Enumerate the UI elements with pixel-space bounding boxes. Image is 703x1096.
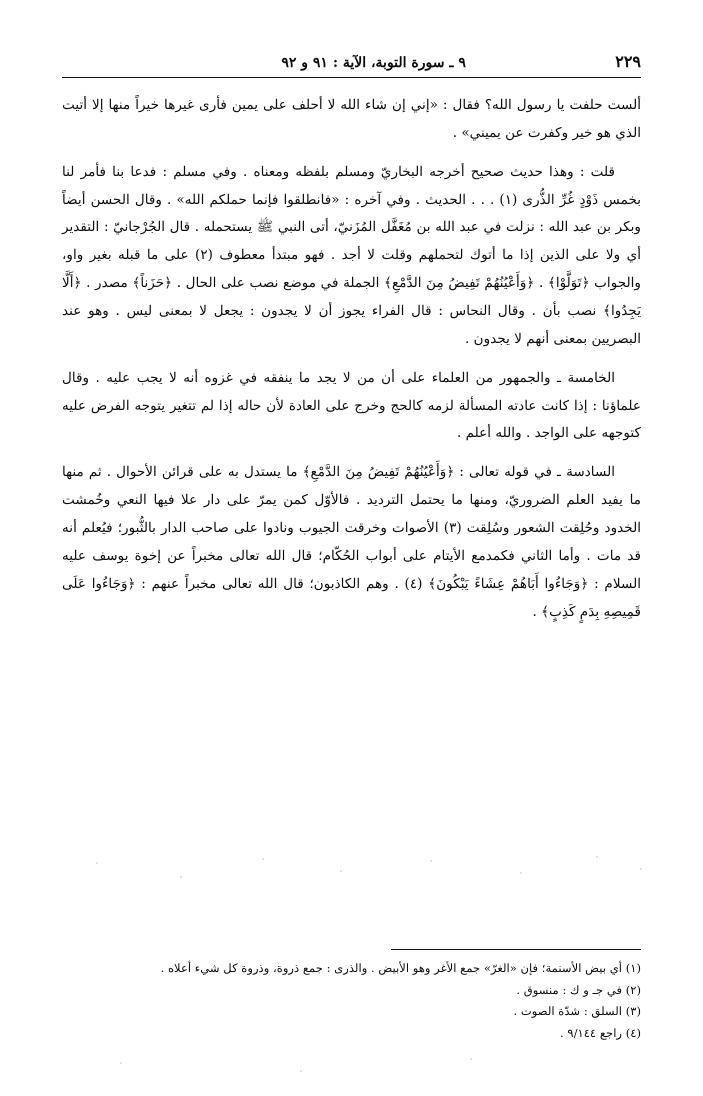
paragraph-al-khamisa: الخامسة ـ والجمهور من العلماء على أن من لا يجد ما ينفقه في غزوه أنه لا يجب عليه . وقال علماؤنا : إذا كانت عادته المسألة لزمه كالحج وخرج على العادة لأن حاله إذا لم تتغير يتوجه الفرض عليه كتوجهه على الواجد . والله أعلم . <box>62 369 641 442</box>
footnote-3-text: (٣) السلق : شدّة الصوت . <box>513 1004 641 1019</box>
footnote-3 <box>62 1001 641 1022</box>
footnote-2 <box>62 980 641 1001</box>
paragraph-gap <box>62 150 641 159</box>
paragraph-continuation: ألست حلفت يا رسول الله؟ فقال : «إني إن شاء الله لا أحلف على يمين فأرى غيرها خيراً منها إلا أتيت الذي هو خير وكفرت عن يميني» . <box>62 97 641 141</box>
footnotes-section <box>62 949 641 1044</box>
footnote-divider <box>391 949 641 950</box>
header-divider <box>62 77 641 78</box>
page-body <box>62 92 641 626</box>
paragraph-qultu: قلت : وهذا حديث صحيح أخرجه البخاريّ ومسلم بلفظه ومعناه . وفي مسلم : فدعا بنا فأمر لنا بخمس ذَوْدٍ غُرِّ الذُّرى (١) . . . الحديث . وفي آخره : «فانطلقوا فإنما حملكم الله» . وقال الحسن أيضاً وبكر بن عبد الله : نزلت في عبد الله بن مُغَفَّل المُزَنيّ، أتى النبي ﷺ يستحمله . قال الجُرْجانيّ : التقدير أي ولا على الذين إذا ما أتوك لتحملهم وقلت لا أجد . فهو مبتدأ معطوف (٢) على ما قبله بغير واو، والجواب ﴿تَوَلَّوْا﴾ . ﴿وَأَعْيُنُهُمْ تَفِيضُ مِنَ الدَّمْعِ﴾ الجملة في موضع نصب على الحال . ﴿حَزَناً﴾ مصدر . ﴿أَلَّا يَجِدُوا﴾ نصب بأن . وقال النحاس : قال الفراء يجوز أن لا يجدون : يجعل لا بمعنى ليس . وهو عند البصريين بمعنى أنهم لا يجدون . <box>62 163 641 347</box>
footnote-1-text: (١) أي بيض الأسنمة؛ فإن «الغرّ» جمع الأغر وهو الأبيض . والذرى : جمع ذروة، وذروة كل شيء أعلاه . <box>160 961 641 976</box>
footnote-2-text: (٢) في جـ و ك : منسوق . <box>516 982 641 997</box>
page-header <box>62 52 641 71</box>
page-number: ٢٢٩ <box>615 52 641 71</box>
footnote-4-text: (٤) راجع ٩/١٤٤ . <box>559 1025 641 1040</box>
paragraph-gap <box>62 356 641 365</box>
paragraph-al-sadisa: السادسة ـ في قوله تعالى : ﴿وَأَعْيُنُهُمْ تَفِيضُ مِنَ الدَّمْعِ﴾ ما يستدل به على قرائن الأحوال . ثم منها ما يفيد العلم الضروريّ، ومنها ما يحتمل الترديد . فالأوّل كمن يمرّ على دار علا فيها النعي وخُمشت الخدود وحُلِقت الشعور وسُلِقت (٣) الأصوات وخرقت الجيوب ونادوا على صاحب الدار بالثُّبور؛ فيُعلم أنه قد مات . وأما الثاني فكمدمع الأيتام على أبواب الحُكّام؛ قال الله تعالى مخبراً عن إخوة يوسف عليه السلام : ﴿وَجَاءُوا أَبَاهُمْ عِشَاءً يَبْكُونَ﴾ (٤) . وهم الكاذبون؛ قال الله تعالى مخبراً عنهم : ﴿وَجَاءُوا عَلَى قَمِيصِهِ بِدَمٍ كَذِبٍ﴾ . <box>62 464 641 620</box>
footnote-1 <box>62 958 641 979</box>
paragraph-gap <box>62 450 641 459</box>
running-title: ٩ ـ سورة التوبة، الآية : ٩١ و ٩٢ <box>281 55 466 71</box>
footnote-4 <box>62 1023 641 1044</box>
